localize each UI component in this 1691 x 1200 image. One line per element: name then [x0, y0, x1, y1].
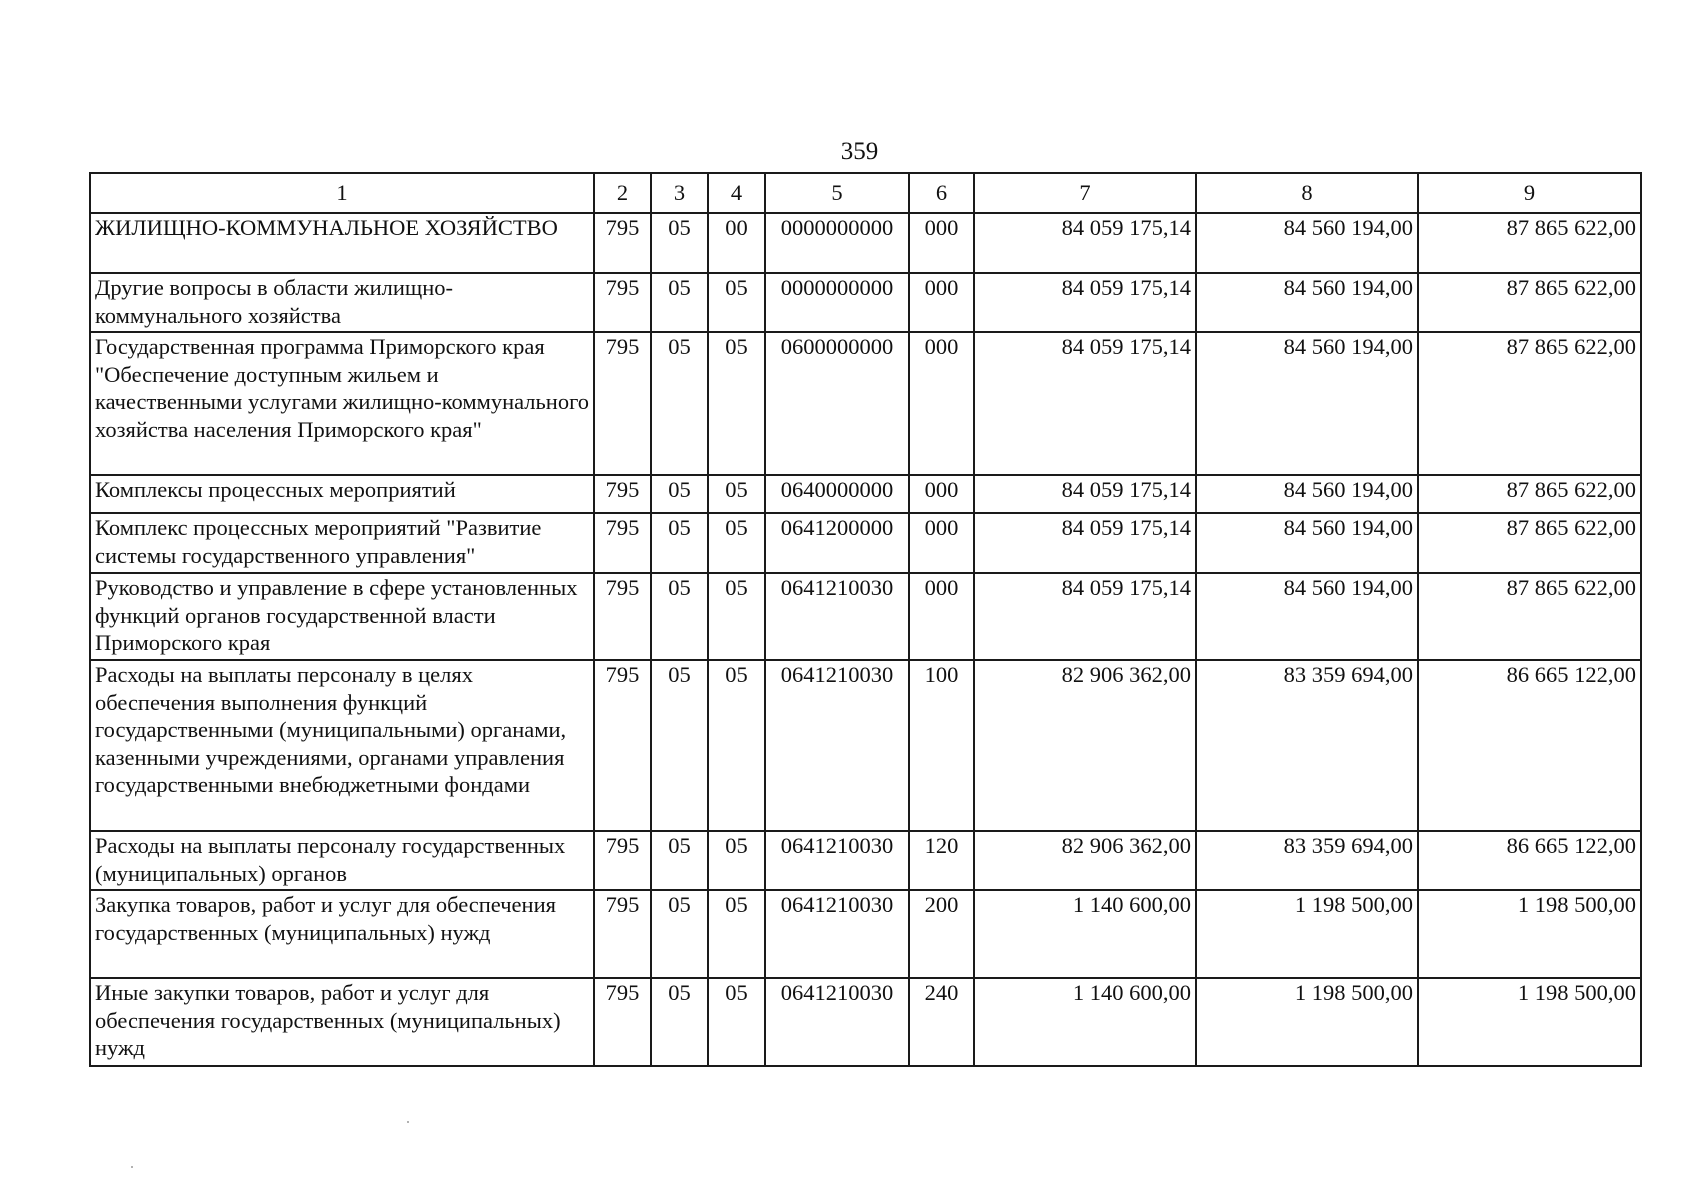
- amount-col9-cell: 86 665 122,00: [1418, 660, 1641, 831]
- subsection-code-cell: 00: [708, 213, 765, 273]
- expense-name-cell: Комплекс процессных мероприятий "Развитие системы государственного управления": [90, 513, 594, 573]
- amount-col9-cell: 1 198 500,00: [1418, 890, 1641, 978]
- target-article-cell: 0641210030: [765, 831, 909, 890]
- section-code-cell: 05: [651, 978, 708, 1066]
- table-row: [90, 332, 1641, 475]
- subsection-code-cell: 05: [708, 660, 765, 831]
- amount-col8-cell: 84 560 194,00: [1196, 213, 1418, 273]
- ministry-code-cell: 795: [594, 513, 651, 573]
- amount-col7-cell: 84 059 175,14: [974, 332, 1196, 475]
- amount-col7-cell: 84 059 175,14: [974, 273, 1196, 332]
- column-header: 2: [594, 173, 651, 213]
- expense-type-cell: 120: [909, 831, 974, 890]
- ministry-code-cell: 795: [594, 660, 651, 831]
- column-header: 6: [909, 173, 974, 213]
- column-header: 3: [651, 173, 708, 213]
- section-code-cell: 05: [651, 660, 708, 831]
- amount-col7-cell: 1 140 600,00: [974, 978, 1196, 1066]
- table-row: [90, 890, 1641, 978]
- section-code-cell: 05: [651, 273, 708, 332]
- expense-type-cell: 000: [909, 573, 974, 660]
- ministry-code-cell: 795: [594, 332, 651, 475]
- table-row: [90, 475, 1641, 513]
- section-code-cell: 05: [651, 573, 708, 660]
- section-code-cell: 05: [651, 475, 708, 513]
- table-row: [90, 978, 1641, 1066]
- expense-name-cell: Руководство и управление в сфере установленных функций органов государственной власти Приморского края: [90, 573, 594, 660]
- target-article-cell: 0600000000: [765, 332, 909, 475]
- section-code-cell: 05: [651, 213, 708, 273]
- target-article-cell: 0641210030: [765, 978, 909, 1066]
- column-header: 9: [1418, 173, 1641, 213]
- amount-col7-cell: 1 140 600,00: [974, 890, 1196, 978]
- scan-speck: [407, 1121, 409, 1123]
- budget-table: [89, 172, 1642, 1067]
- table-row: [90, 213, 1641, 273]
- amount-col8-cell: 84 560 194,00: [1196, 273, 1418, 332]
- ministry-code-cell: 795: [594, 213, 651, 273]
- ministry-code-cell: 795: [594, 273, 651, 332]
- expense-name-cell: Другие вопросы в области жилищно-коммунального хозяйства: [90, 273, 594, 332]
- amount-col9-cell: 1 198 500,00: [1418, 978, 1641, 1066]
- expense-type-cell: 100: [909, 660, 974, 831]
- expense-type-cell: 000: [909, 513, 974, 573]
- expense-type-cell: 000: [909, 475, 974, 513]
- subsection-code-cell: 05: [708, 475, 765, 513]
- amount-col8-cell: 84 560 194,00: [1196, 513, 1418, 573]
- target-article-cell: 0640000000: [765, 475, 909, 513]
- expense-name-cell: Государственная программа Приморского края "Обеспечение доступным жильем и качественными услугами жилищно-коммунального хозяйства населения Приморского края": [90, 332, 594, 475]
- target-article-cell: 0641210030: [765, 573, 909, 660]
- subsection-code-cell: 05: [708, 831, 765, 890]
- expense-name-cell: Комплексы процессных мероприятий: [90, 475, 594, 513]
- amount-col7-cell: 84 059 175,14: [974, 573, 1196, 660]
- subsection-code-cell: 05: [708, 890, 765, 978]
- section-code-cell: 05: [651, 831, 708, 890]
- ministry-code-cell: 795: [594, 890, 651, 978]
- section-code-cell: 05: [651, 332, 708, 475]
- ministry-code-cell: 795: [594, 573, 651, 660]
- amount-col8-cell: 84 560 194,00: [1196, 573, 1418, 660]
- amount-col8-cell: 84 560 194,00: [1196, 332, 1418, 475]
- amount-col9-cell: 87 865 622,00: [1418, 573, 1641, 660]
- expense-name-cell: Расходы на выплаты персоналу государственных (муниципальных) органов: [90, 831, 594, 890]
- amount-col9-cell: 86 665 122,00: [1418, 831, 1641, 890]
- amount-col7-cell: 84 059 175,14: [974, 213, 1196, 273]
- table-row: [90, 573, 1641, 660]
- column-header: 1: [90, 173, 594, 213]
- expense-type-cell: 240: [909, 978, 974, 1066]
- target-article-cell: 0641200000: [765, 513, 909, 573]
- amount-col7-cell: 82 906 362,00: [974, 660, 1196, 831]
- table-header-row: [90, 173, 1641, 213]
- amount-col8-cell: 1 198 500,00: [1196, 890, 1418, 978]
- table-row: [90, 513, 1641, 573]
- target-article-cell: 0000000000: [765, 273, 909, 332]
- page-number: 359: [840, 138, 879, 165]
- expense-type-cell: 000: [909, 332, 974, 475]
- column-header: 5: [765, 173, 909, 213]
- expense-name-cell: Расходы на выплаты персоналу в целях обеспечения выполнения функций государственными (муниципальными) органами, казенными учреждениями, органами управления государственными внебюджетными фондами: [90, 660, 594, 831]
- target-article-cell: 0000000000: [765, 213, 909, 273]
- expense-name-cell: ЖИЛИЩНО-КОММУНАЛЬНОЕ ХОЗЯЙСТВО: [90, 213, 594, 273]
- subsection-code-cell: 05: [708, 332, 765, 475]
- amount-col8-cell: 83 359 694,00: [1196, 660, 1418, 831]
- amount-col7-cell: 84 059 175,14: [974, 475, 1196, 513]
- expense-type-cell: 000: [909, 213, 974, 273]
- amount-col8-cell: 83 359 694,00: [1196, 831, 1418, 890]
- section-code-cell: 05: [651, 890, 708, 978]
- amount-col9-cell: 87 865 622,00: [1418, 475, 1641, 513]
- ministry-code-cell: 795: [594, 831, 651, 890]
- ministry-code-cell: 795: [594, 978, 651, 1066]
- amount-col7-cell: 84 059 175,14: [974, 513, 1196, 573]
- subsection-code-cell: 05: [708, 513, 765, 573]
- table-row: [90, 831, 1641, 890]
- table-row: [90, 273, 1641, 332]
- expense-name-cell: Иные закупки товаров, работ и услуг для обеспечения государственных (муниципальных) нужд: [90, 978, 594, 1066]
- column-header: 7: [974, 173, 1196, 213]
- scan-speck: [131, 1166, 133, 1168]
- amount-col7-cell: 82 906 362,00: [974, 831, 1196, 890]
- amount-col9-cell: 87 865 622,00: [1418, 332, 1641, 475]
- expense-type-cell: 000: [909, 273, 974, 332]
- amount-col8-cell: 1 198 500,00: [1196, 978, 1418, 1066]
- amount-col9-cell: 87 865 622,00: [1418, 213, 1641, 273]
- expense-name-cell: Закупка товаров, работ и услуг для обеспечения государственных (муниципальных) нужд: [90, 890, 594, 978]
- amount-col8-cell: 84 560 194,00: [1196, 475, 1418, 513]
- target-article-cell: 0641210030: [765, 890, 909, 978]
- table-row: [90, 660, 1641, 831]
- subsection-code-cell: 05: [708, 273, 765, 332]
- amount-col9-cell: 87 865 622,00: [1418, 513, 1641, 573]
- column-header: 8: [1196, 173, 1418, 213]
- column-header: 4: [708, 173, 765, 213]
- target-article-cell: 0641210030: [765, 660, 909, 831]
- subsection-code-cell: 05: [708, 573, 765, 660]
- amount-col9-cell: 87 865 622,00: [1418, 273, 1641, 332]
- expense-type-cell: 200: [909, 890, 974, 978]
- ministry-code-cell: 795: [594, 475, 651, 513]
- subsection-code-cell: 05: [708, 978, 765, 1066]
- section-code-cell: 05: [651, 513, 708, 573]
